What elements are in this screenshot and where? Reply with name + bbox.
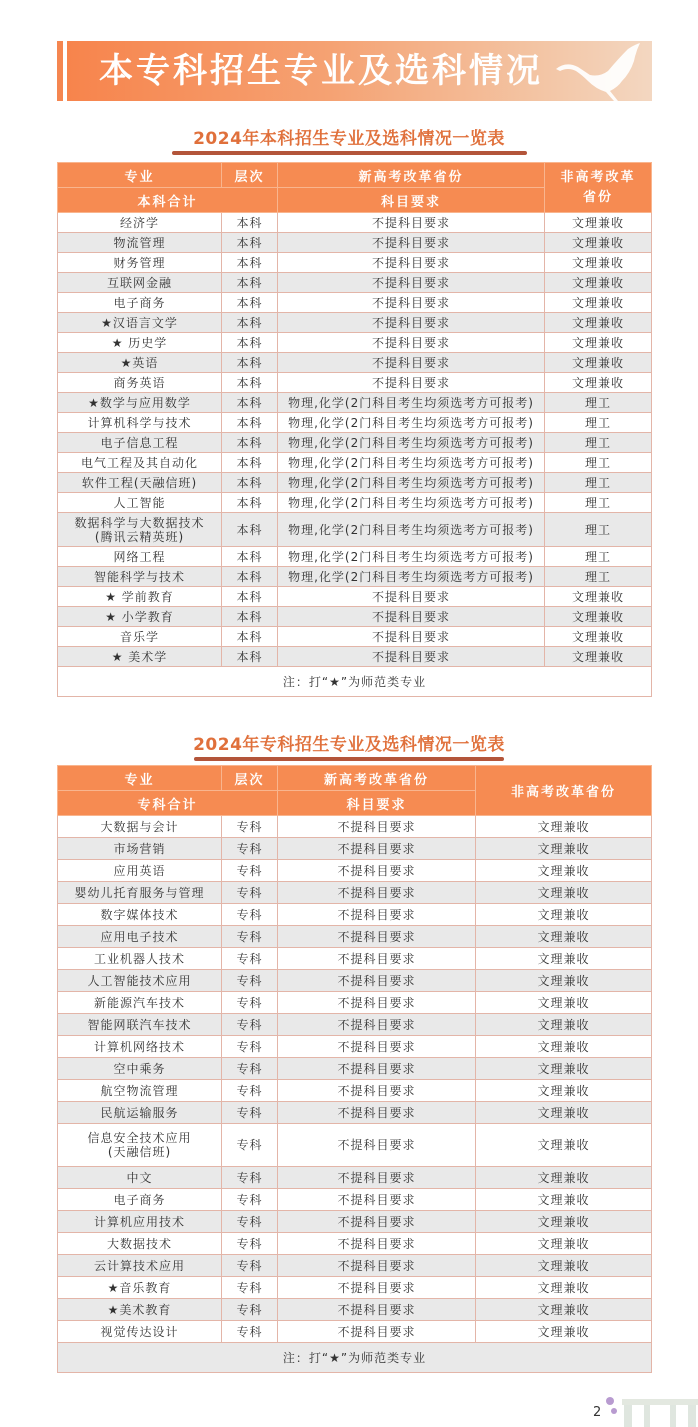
level-cell: 本科 (222, 567, 278, 587)
major-cell: ★数学与应用数学 (58, 393, 222, 413)
subject-req-cell: 不提科目要求 (278, 1102, 476, 1124)
level-cell: 本科 (222, 433, 278, 453)
table-row (58, 926, 652, 948)
title-underline (172, 151, 527, 155)
non-reform-cell: 文理兼收 (476, 1233, 652, 1255)
table-row (58, 1102, 652, 1124)
subject-req-cell: 物理,化学(2门科目考生均须选考方可报考) (278, 453, 545, 473)
non-reform-cell: 文理兼收 (476, 1299, 652, 1321)
non-reform-cell: 文理兼收 (476, 1014, 652, 1036)
banner-accent-bar (57, 41, 63, 101)
subject-req-cell: 不提科目要求 (278, 926, 476, 948)
non-reform-cell: 文理兼收 (476, 1058, 652, 1080)
table-row (58, 904, 652, 926)
non-reform-cell: 文理兼收 (476, 1211, 652, 1233)
non-reform-cell: 文理兼收 (476, 860, 652, 882)
page-banner (57, 41, 652, 101)
subject-req-cell: 不提科目要求 (278, 1277, 476, 1299)
subject-req-cell: 不提科目要求 (278, 353, 545, 373)
major-cell: 音乐学 (58, 627, 222, 647)
table-row (58, 373, 652, 393)
page-title: 本专科招生专业及选科情况 (99, 51, 543, 91)
subject-req-cell: 物理,化学(2门科目考生均须选考方可报考) (278, 547, 545, 567)
undergrad-title-text: 2024年本科招生专业及选科情况一览表 (193, 129, 505, 149)
table-row (58, 433, 652, 453)
table-row (58, 293, 652, 313)
subject-req-cell: 不提科目要求 (278, 1233, 476, 1255)
table-row (58, 1211, 652, 1233)
header-major: 专业 (58, 163, 222, 188)
subject-req-cell: 不提科目要求 (278, 293, 545, 313)
subject-req-cell: 不提科目要求 (278, 948, 476, 970)
non-reform-cell: 文理兼收 (476, 1321, 652, 1343)
non-reform-cell: 文理兼收 (476, 904, 652, 926)
title-underline (194, 757, 504, 761)
non-reform-cell: 文理兼收 (476, 926, 652, 948)
major-cell: 应用电子技术 (58, 926, 222, 948)
level-cell: 本科 (222, 333, 278, 353)
non-reform-cell: 文理兼收 (476, 882, 652, 904)
non-reform-cell: 文理兼收 (476, 1189, 652, 1211)
subject-req-cell: 不提科目要求 (278, 587, 545, 607)
non-reform-cell: 文理兼收 (476, 970, 652, 992)
table-row (58, 948, 652, 970)
level-cell: 本科 (222, 253, 278, 273)
table-row (58, 1058, 652, 1080)
non-reform-cell: 文理兼收 (545, 253, 652, 273)
header-non-reform: 非高考改革省份 (545, 163, 652, 213)
table-note: 注：打“★”为师范类专业 (58, 1343, 652, 1373)
level-cell: 专科 (222, 838, 278, 860)
header-subject-req: 科目要求 (278, 791, 476, 816)
level-cell: 专科 (222, 1299, 278, 1321)
non-reform-cell: 理工 (545, 413, 652, 433)
major-cell: ★英语 (58, 353, 222, 373)
level-cell: 专科 (222, 1189, 278, 1211)
subject-req-cell: 不提科目要求 (278, 647, 545, 667)
table-row (58, 860, 652, 882)
subject-req-cell: 不提科目要求 (278, 1321, 476, 1343)
table-row (58, 493, 652, 513)
level-cell: 专科 (222, 1167, 278, 1189)
non-reform-cell: 文理兼收 (476, 1255, 652, 1277)
subject-req-cell: 不提科目要求 (278, 1058, 476, 1080)
non-reform-cell: 文理兼收 (545, 293, 652, 313)
table-row (58, 233, 652, 253)
subject-req-cell: 不提科目要求 (278, 213, 545, 233)
major-cell: ★ 历史学 (58, 333, 222, 353)
subject-req-cell: 不提科目要求 (278, 904, 476, 926)
subject-req-cell: 不提科目要求 (278, 253, 545, 273)
major-cell: 应用英语 (58, 860, 222, 882)
subject-req-cell: 不提科目要求 (278, 1189, 476, 1211)
table-row (58, 1233, 652, 1255)
major-cell: 智能科学与技术 (58, 567, 222, 587)
header-new-reform: 新高考改革省份 (278, 766, 476, 791)
major-cell: 电子商务 (58, 1189, 222, 1211)
subject-req-cell: 不提科目要求 (278, 273, 545, 293)
table-row (58, 1124, 652, 1167)
non-reform-cell: 文理兼收 (545, 373, 652, 393)
non-reform-cell: 文理兼收 (545, 273, 652, 293)
subject-req-cell: 物理,化学(2门科目考生均须选考方可报考) (278, 473, 545, 493)
table-row (58, 992, 652, 1014)
non-reform-cell: 文理兼收 (545, 233, 652, 253)
subject-req-cell: 物理,化学(2门科目考生均须选考方可报考) (278, 433, 545, 453)
major-cell: 空中乘务 (58, 1058, 222, 1080)
undergrad-section-title (0, 124, 698, 155)
subject-req-cell: 不提科目要求 (278, 860, 476, 882)
subject-req-cell: 物理,化学(2门科目考生均须选考方可报考) (278, 513, 545, 547)
page-number: 2 (593, 1405, 602, 1420)
campus-gate-icon (604, 1393, 698, 1427)
subject-req-cell: 不提科目要求 (278, 1167, 476, 1189)
major-cell: 商务英语 (58, 373, 222, 393)
non-reform-cell: 文理兼收 (545, 353, 652, 373)
subject-req-cell: 不提科目要求 (278, 373, 545, 393)
non-reform-cell: 文理兼收 (545, 333, 652, 353)
table-row (58, 1080, 652, 1102)
level-cell: 专科 (222, 1255, 278, 1277)
level-cell: 专科 (222, 1036, 278, 1058)
header-new-reform: 新高考改革省份 (278, 163, 545, 188)
level-cell: 专科 (222, 1233, 278, 1255)
subject-req-cell: 不提科目要求 (278, 816, 476, 838)
table-row (58, 1255, 652, 1277)
table-row (58, 587, 652, 607)
non-reform-cell: 文理兼收 (545, 313, 652, 333)
non-reform-cell: 文理兼收 (545, 587, 652, 607)
major-cell: 大数据与会计 (58, 816, 222, 838)
table-row (58, 513, 652, 547)
major-cell: 云计算技术应用 (58, 1255, 222, 1277)
level-cell: 本科 (222, 373, 278, 393)
subject-req-cell: 不提科目要求 (278, 607, 545, 627)
level-cell: 本科 (222, 293, 278, 313)
level-cell: 专科 (222, 904, 278, 926)
level-cell: 本科 (222, 607, 278, 627)
level-cell: 本科 (222, 547, 278, 567)
major-cell: ★汉语言文学 (58, 313, 222, 333)
vocational-title-text: 2024年专科招生专业及选科情况一览表 (193, 735, 505, 755)
subject-req-cell: 不提科目要求 (278, 882, 476, 904)
major-cell: 大数据技术 (58, 1233, 222, 1255)
table-row (58, 273, 652, 293)
major-cell: 信息安全技术应用 (天融信班) (58, 1124, 222, 1167)
subject-req-cell: 不提科目要求 (278, 1036, 476, 1058)
level-cell: 专科 (222, 948, 278, 970)
subject-req-cell: 不提科目要求 (278, 1255, 476, 1277)
non-reform-cell: 文理兼收 (476, 948, 652, 970)
level-cell: 本科 (222, 587, 278, 607)
subject-req-cell: 不提科目要求 (278, 627, 545, 647)
major-cell: 计算机应用技术 (58, 1211, 222, 1233)
header-total: 本科合计 (58, 188, 278, 213)
major-cell: ★ 学前教育 (58, 587, 222, 607)
major-cell: 数据科学与大数据技术 (腾讯云精英班) (58, 513, 222, 547)
non-reform-cell: 文理兼收 (476, 1036, 652, 1058)
major-cell: 视觉传达设计 (58, 1321, 222, 1343)
level-cell: 专科 (222, 1058, 278, 1080)
level-cell: 本科 (222, 273, 278, 293)
subject-req-cell: 物理,化学(2门科目考生均须选考方可报考) (278, 413, 545, 433)
subject-req-cell: 不提科目要求 (278, 838, 476, 860)
level-cell: 本科 (222, 513, 278, 547)
non-reform-cell: 理工 (545, 433, 652, 453)
non-reform-cell: 文理兼收 (545, 213, 652, 233)
non-reform-cell: 文理兼收 (545, 647, 652, 667)
undergrad-table (57, 162, 652, 697)
table-row (58, 607, 652, 627)
page-footer (590, 1393, 698, 1427)
table-row (58, 393, 652, 413)
major-cell: 计算机科学与技术 (58, 413, 222, 433)
subject-req-cell: 不提科目要求 (278, 1124, 476, 1167)
level-cell: 本科 (222, 393, 278, 413)
major-cell: 航空物流管理 (58, 1080, 222, 1102)
table-row (58, 1014, 652, 1036)
table-row (58, 627, 652, 647)
vocational-table (57, 765, 652, 1373)
level-cell: 专科 (222, 882, 278, 904)
table-row (58, 816, 652, 838)
table-row (58, 1167, 652, 1189)
level-cell: 本科 (222, 647, 278, 667)
non-reform-cell: 文理兼收 (476, 1124, 652, 1167)
major-cell: 人工智能技术应用 (58, 970, 222, 992)
table-row (58, 253, 652, 273)
table-row (58, 453, 652, 473)
major-cell: ★ 美术学 (58, 647, 222, 667)
header-subject-req: 科目要求 (278, 188, 545, 213)
table-row (58, 333, 652, 353)
major-cell: 网络工程 (58, 547, 222, 567)
subject-req-cell: 不提科目要求 (278, 313, 545, 333)
non-reform-cell: 文理兼收 (476, 992, 652, 1014)
table-row (58, 1277, 652, 1299)
major-cell: 新能源汽车技术 (58, 992, 222, 1014)
level-cell: 专科 (222, 1102, 278, 1124)
level-cell: 本科 (222, 413, 278, 433)
major-cell: 民航运输服务 (58, 1102, 222, 1124)
major-cell: 经济学 (58, 213, 222, 233)
non-reform-cell: 理工 (545, 493, 652, 513)
level-cell: 专科 (222, 1014, 278, 1036)
table-note: 注：打“★”为师范类专业 (58, 667, 652, 697)
table-row (58, 213, 652, 233)
vocational-section-title (0, 730, 698, 761)
non-reform-cell: 文理兼收 (545, 607, 652, 627)
major-cell: ★音乐教育 (58, 1277, 222, 1299)
non-reform-cell: 文理兼收 (476, 1102, 652, 1124)
level-cell: 本科 (222, 353, 278, 373)
non-reform-cell: 理工 (545, 473, 652, 493)
major-cell: 财务管理 (58, 253, 222, 273)
level-cell: 专科 (222, 1080, 278, 1102)
table-row (58, 1299, 652, 1321)
subject-req-cell: 不提科目要求 (278, 1080, 476, 1102)
major-cell: 数字媒体技术 (58, 904, 222, 926)
level-cell: 本科 (222, 213, 278, 233)
subject-req-cell: 不提科目要求 (278, 1299, 476, 1321)
level-cell: 本科 (222, 627, 278, 647)
level-cell: 专科 (222, 1211, 278, 1233)
subject-req-cell: 物理,化学(2门科目考生均须选考方可报考) (278, 393, 545, 413)
major-cell: 电子信息工程 (58, 433, 222, 453)
major-cell: 市场营销 (58, 838, 222, 860)
table-row (58, 313, 652, 333)
header-non-reform: 非高考改革省份 (476, 766, 652, 816)
level-cell: 本科 (222, 313, 278, 333)
major-cell: 电气工程及其自动化 (58, 453, 222, 473)
major-cell: 电子商务 (58, 293, 222, 313)
table-row (58, 1036, 652, 1058)
subject-req-cell: 物理,化学(2门科目考生均须选考方可报考) (278, 493, 545, 513)
level-cell: 专科 (222, 992, 278, 1014)
level-cell: 专科 (222, 816, 278, 838)
level-cell: 本科 (222, 473, 278, 493)
table-row (58, 970, 652, 992)
level-cell: 本科 (222, 453, 278, 473)
subject-req-cell: 不提科目要求 (278, 992, 476, 1014)
table-row (58, 882, 652, 904)
level-cell: 专科 (222, 926, 278, 948)
non-reform-cell: 文理兼收 (476, 838, 652, 860)
major-cell: 软件工程(天融信班) (58, 473, 222, 493)
major-cell: 计算机网络技术 (58, 1036, 222, 1058)
level-cell: 专科 (222, 970, 278, 992)
major-cell: 智能网联汽车技术 (58, 1014, 222, 1036)
table-row (58, 567, 652, 587)
major-cell: ★美术教育 (58, 1299, 222, 1321)
non-reform-cell: 理工 (545, 567, 652, 587)
non-reform-cell: 理工 (545, 513, 652, 547)
table-row (58, 473, 652, 493)
major-cell: 人工智能 (58, 493, 222, 513)
subject-req-cell: 不提科目要求 (278, 233, 545, 253)
table-row (58, 1189, 652, 1211)
non-reform-cell: 文理兼收 (476, 1277, 652, 1299)
major-cell: 中文 (58, 1167, 222, 1189)
subject-req-cell: 不提科目要求 (278, 970, 476, 992)
level-cell: 本科 (222, 233, 278, 253)
subject-req-cell: 物理,化学(2门科目考生均须选考方可报考) (278, 567, 545, 587)
major-cell: 互联网金融 (58, 273, 222, 293)
non-reform-cell: 理工 (545, 547, 652, 567)
subject-req-cell: 不提科目要求 (278, 333, 545, 353)
level-cell: 专科 (222, 1277, 278, 1299)
major-cell: ★ 小学教育 (58, 607, 222, 627)
header-major: 专业 (58, 766, 222, 791)
level-cell: 专科 (222, 1124, 278, 1167)
major-cell: 工业机器人技术 (58, 948, 222, 970)
subject-req-cell: 不提科目要求 (278, 1014, 476, 1036)
header-total: 专科合计 (58, 791, 278, 816)
non-reform-cell: 理工 (545, 453, 652, 473)
table-row (58, 547, 652, 567)
level-cell: 本科 (222, 493, 278, 513)
major-cell: 婴幼儿托育服务与管理 (58, 882, 222, 904)
major-cell: 物流管理 (58, 233, 222, 253)
subject-req-cell: 不提科目要求 (278, 1211, 476, 1233)
level-cell: 专科 (222, 1321, 278, 1343)
header-level: 层次 (222, 766, 278, 791)
non-reform-cell: 文理兼收 (476, 1080, 652, 1102)
crane-icon (548, 41, 648, 101)
level-cell: 专科 (222, 860, 278, 882)
non-reform-cell: 文理兼收 (476, 1167, 652, 1189)
table-row (58, 413, 652, 433)
non-reform-cell: 理工 (545, 393, 652, 413)
table-row (58, 1321, 652, 1343)
table-row (58, 353, 652, 373)
header-level: 层次 (222, 163, 278, 188)
table-row (58, 647, 652, 667)
non-reform-cell: 文理兼收 (476, 816, 652, 838)
table-row (58, 838, 652, 860)
non-reform-cell: 文理兼收 (545, 627, 652, 647)
